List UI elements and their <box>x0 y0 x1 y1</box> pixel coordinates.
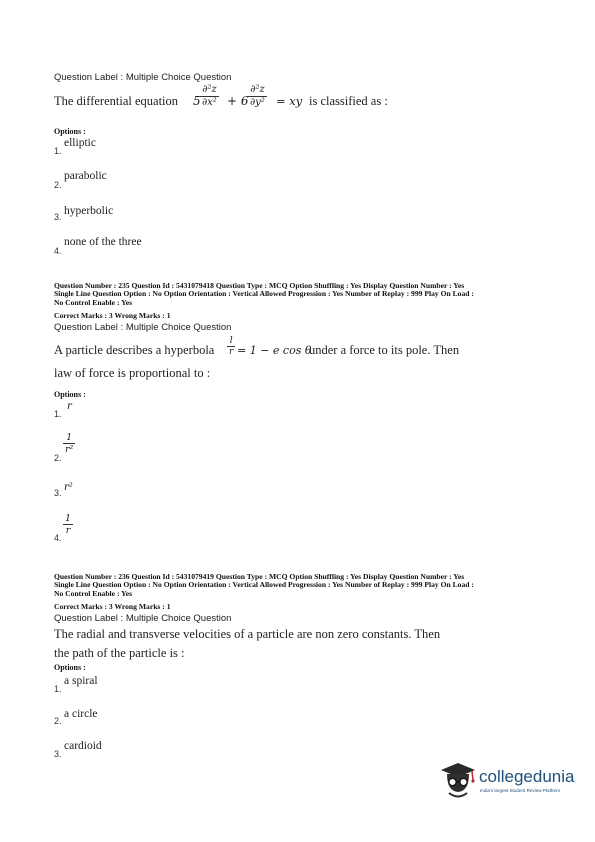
option-number: 2. <box>54 180 62 190</box>
option-number: 2. <box>54 716 62 726</box>
meta-line: No Control Enable : Yes <box>54 588 133 598</box>
question-label: Question Label : Multiple Choice Question <box>54 72 232 83</box>
eq-rhs: = xy <box>276 94 303 108</box>
question-text-line2: law of force is proportional to : <box>54 366 211 380</box>
option-number: 3. <box>54 488 62 498</box>
question-text-end: under a force to its pole. Then <box>309 343 460 357</box>
option-expr: r² <box>64 482 73 493</box>
option-text: elliptic <box>64 137 96 149</box>
eq-rhs: = 1 − e cos θ <box>237 344 312 357</box>
option-text: hyperbolic <box>64 205 114 217</box>
option-number: 1. <box>54 409 62 419</box>
marks-info: Correct Marks : 3 Wrong Marks : 1 <box>54 311 171 320</box>
frac-num: 1 <box>65 513 72 524</box>
question-label: Question Label : Multiple Choice Question <box>54 322 232 333</box>
eq-den: r <box>229 347 234 357</box>
question-meta <box>54 282 554 307</box>
option-number: 2. <box>54 453 62 463</box>
option-expr: r <box>67 401 72 412</box>
logo-wordmark: collegedunia <box>479 767 575 786</box>
marks-info: Correct Marks : 3 Wrong Marks : 1 <box>54 602 171 611</box>
collegedunia-logo <box>438 760 575 804</box>
meta-line: Single Line Question Option : No Option Orientation : Vertical Allowed Progression : Yes Number of Replay : 999 Play On Load : <box>54 580 474 590</box>
question-text-start: A particle describes a hyperbola <box>54 343 215 357</box>
option-number: 3. <box>54 749 62 759</box>
frac-den: r² <box>65 444 74 455</box>
eq-num: l <box>227 336 235 347</box>
question-meta <box>54 573 554 598</box>
frac-den: r <box>65 525 71 536</box>
question-text-line2: the path of the particle is : <box>54 646 185 660</box>
option-number: 1. <box>54 684 62 694</box>
frac-num: 1 <box>63 432 75 444</box>
question-text-start: The differential equation <box>54 94 179 108</box>
eq-den: ∂y² <box>250 97 265 108</box>
options-heading: Options : <box>54 390 86 399</box>
option-text: none of the three <box>64 236 142 248</box>
eq-fraction-x <box>200 84 219 109</box>
graduate-mascot-icon <box>438 760 478 802</box>
option-text: cardioid <box>64 740 102 752</box>
eq-num: ∂²z <box>248 84 267 97</box>
option-fraction <box>63 513 73 536</box>
meta-line: Question Number : 236 Question Id : 5431079419 Question Type : MCQ Option Shuffling : Yes Display Question Number : Yes <box>54 572 465 581</box>
option-fraction <box>63 432 75 455</box>
eq-plus: + 6 <box>227 94 249 108</box>
meta-line: Single Line Question Option : No Option Orientation : Vertical Allowed Progression : Yes Number of Replay : 999 Play On Load : <box>54 289 474 299</box>
logo-tagline: India's largest Student Review Platform <box>480 788 561 793</box>
options-heading: Options : <box>54 127 86 136</box>
question-text-line1: The radial and transverse velocities of a particle are non zero constants. Then <box>54 627 441 641</box>
options-heading: Options : <box>54 663 86 672</box>
option-text: a spiral <box>64 675 98 687</box>
option-text: parabolic <box>64 170 107 182</box>
question-text-end: is classified as : <box>309 94 388 108</box>
meta-line: Question Number : 235 Question Id : 5431079418 Question Type : MCQ Option Shuffling : Yes Display Question Number : Yes <box>54 281 465 290</box>
eq-num: ∂²z <box>200 84 219 97</box>
option-number: 4. <box>54 533 62 543</box>
eq-fraction <box>227 336 235 357</box>
option-number: 1. <box>54 146 62 156</box>
eq-fraction-y <box>248 84 267 109</box>
eq-coef: 5 <box>193 94 201 108</box>
option-text: a circle <box>64 708 98 720</box>
eq-den: ∂x² <box>202 97 217 108</box>
option-number: 4. <box>54 246 62 256</box>
meta-line: No Control Enable : Yes <box>54 297 133 307</box>
question-label: Question Label : Multiple Choice Question <box>54 613 232 624</box>
option-number: 3. <box>54 212 62 222</box>
